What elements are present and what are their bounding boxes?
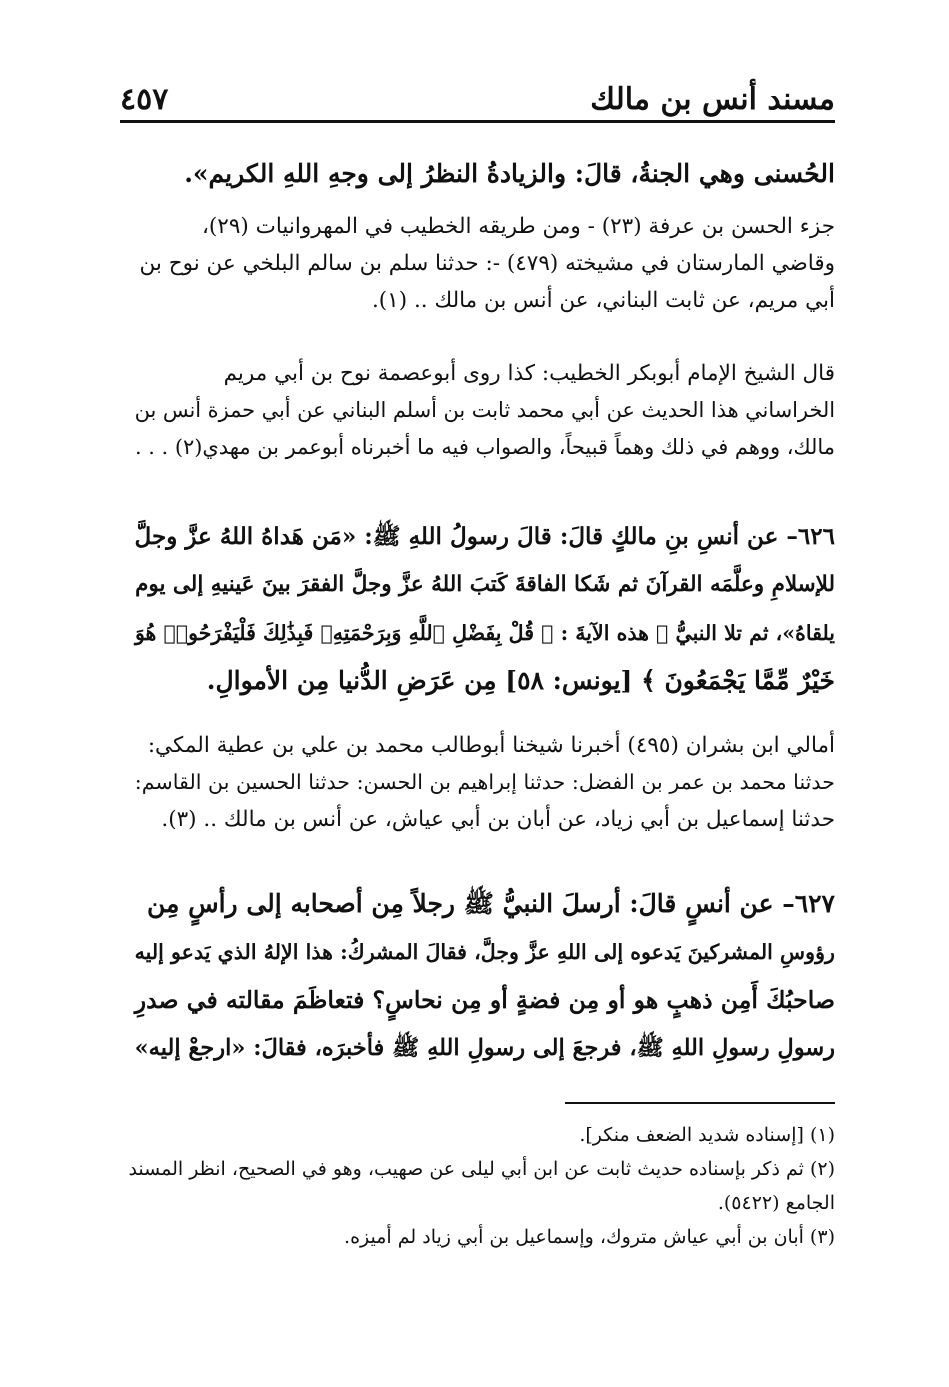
text-line: أمالي ابن بشران (٤٩٥) أخبرنا شيخنا أبوطالب محمد بن علي بن عطية المكي:	[147, 733, 835, 758]
footnote-3: (٣) أبان بن أبي عياش متروك، وإسماعيل بن أبي زياد لم أميزه.	[344, 1226, 835, 1248]
text-line: رسولِ رسولِ اللهِ ﷺ، فرجعَ إلى رسولِ اللهِ ﷺ فأخبرَه، فقالَ: «ارجعْ إليه»	[134, 1035, 835, 1061]
source-paragraph-3	[120, 727, 835, 838]
text-line: الحُسنى وهي الجنةُ، قالَ: والزيادةُ النظرُ إلى وجهِ اللهِ الكريم».	[184, 159, 835, 188]
footnote-2: (٢) ثم ذكر بإسناده حديث ثابت عن ابن أبي ليلى عن صهيب، وهو في الصحيح، انظر المسند	[128, 1158, 835, 1180]
text-line: يلقاهُ»، ثم تلا النبيُّ ﷺ هذه الآيةَ : ﴿ قُلْ بِفَضْلِ ٱللَّهِ وَبِرَحْمَتِهِۦ فَبِذَٰلِكَ فَلْيَفْرَحُوا۟ هُوَ	[134, 621, 835, 645]
footnote-separator	[565, 1102, 835, 1104]
footnote-2-continued: الجامع (٥٤٢٢).	[717, 1192, 835, 1214]
source-paragraph-2	[120, 355, 835, 466]
page-number: ٤٥٧	[120, 82, 169, 117]
header-title: مسند أنس بن مالك	[590, 82, 835, 117]
text-line: رؤوسِ المشركينَ يَدعوه إلى اللهِ عزَّ وجلَّ، فقالَ المشركُ: هذا الإلهُ الذي يَدعو إليه	[134, 940, 835, 964]
text-line: حدثنا إسماعيل بن أبي زياد، عن أبان بن أبي عياش، عن أنس بن مالك .. (٣).	[161, 807, 835, 832]
text-line: وقاضي المارستان في مشيخته (٤٧٩) -: حدثنا سلم بن سالم البلخي عن نوح بن	[139, 251, 835, 276]
text-line: حدثنا محمد بن عمر بن الفضل: حدثنا إبراهيم بن الحسن: حدثنا الحسين بن القاسم:	[134, 770, 835, 794]
hadith-627	[120, 880, 835, 1072]
running-header	[120, 80, 835, 123]
text-line: صاحبُكَ أَمِن ذهبٍ هو أو مِن فضةٍ أو مِن نحاسٍ؟ فتعاظَمَ مقالته في صدرِ	[134, 986, 835, 1014]
text-line: ٦٢٦– عن أنسِ بنِ مالكٍ قالَ: قالَ رسولُ اللهِ ﷺ: «مَن هَداهُ اللهُ عزَّ وجلَّ	[134, 523, 835, 550]
text-line: قال الشيخ الإمام أبوبكر الخطيب: كذا روى أبوعصمة نوح بن أبي مريم	[223, 361, 835, 386]
text-line: أبي مريم، عن ثابت البناني، عن أنس بن مالك .. (١).	[371, 288, 835, 313]
text-line: خَيْرٌ مِّمَّا يَجْمَعُونَ ﴾ [يونس: ٥٨] مِن عَرَضِ الدُّنيا مِن الأموالِ.	[206, 666, 835, 695]
hadith-626	[120, 513, 835, 705]
text-line: ٦٢٧– عن أنسٍ قالَ: أرسلَ النبيُّ ﷺ رجلاً مِن أصحابه إلى رأسٍ مِن	[146, 889, 835, 918]
text-line: الخراساني هذا الحديث عن أبي محمد ثابت بن أسلم البناني عن أبي حمزة أنس بن	[134, 398, 835, 422]
paragraph-continuation	[120, 150, 835, 198]
footnote-1: (١) [إسناده شديد الضعف منكر].	[579, 1124, 835, 1146]
footnotes	[120, 1118, 835, 1254]
text-line: مالك، ووهم في ذلك وهماً قبيحاً، والصواب فيه ما أخبرناه أبوعمر بن مهدي(٢) . . .	[134, 435, 835, 459]
text-line: جزء الحسن بن عرفة (٢٣) - ومن طريقه الخطيب في المهروانيات (٢٩)،	[201, 214, 835, 239]
text-line: للإسلامِ وعلَّمَه القرآنَ ثم شَكا الفاقةَ كَتبَ اللهُ عزَّ وجلَّ الفقرَ بينَ عَينيهِ إلى يوم	[135, 572, 835, 597]
source-paragraph-1	[120, 208, 835, 319]
